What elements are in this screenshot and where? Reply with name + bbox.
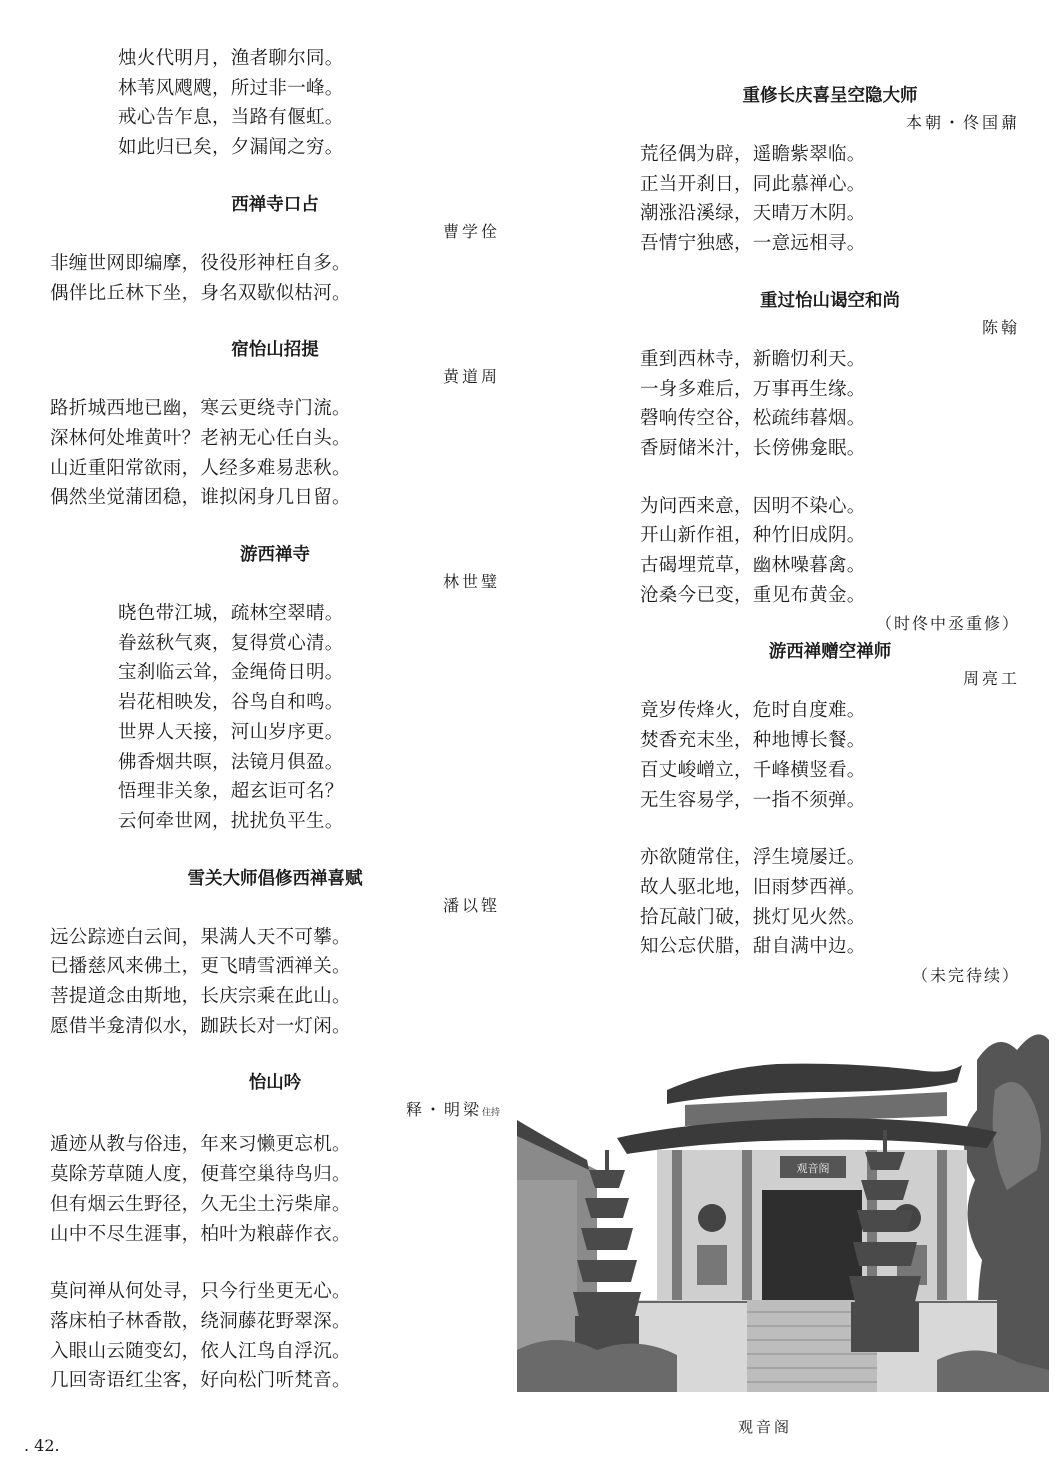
- poem-you-xichan-zeng: [640, 638, 1020, 990]
- poem-line: 故人驱北地，旧雨梦西禅。: [640, 876, 866, 898]
- poem-line: 烛火代明月，渔者聊尔同。: [118, 48, 344, 69]
- poem-title: 西禅寺口占: [231, 194, 319, 215]
- poem-line: 偶伴比丘林下坐，身名双歇似枯河。: [50, 282, 351, 304]
- poem-line: 知公忘伏腊，甜自满中边。: [640, 936, 866, 958]
- poem-xueguan: [50, 865, 500, 1042]
- poem-line: 佛香烟共暝，法镜月俱盈。: [118, 751, 344, 773]
- poem-line: 晓色带江城，疏林空翠晴。: [118, 603, 344, 625]
- poem-title: 游西禅寺: [240, 545, 310, 566]
- poem-author: 本朝・佟国鼐: [905, 113, 1020, 132]
- poem-line: 悟理非关象，超玄讵可名？: [118, 781, 344, 803]
- poem-author: 潘以铿: [442, 895, 500, 915]
- poem-line: 眷兹秋气爽，复得赏心清。: [118, 632, 344, 654]
- poem-line: 岩花相映发，谷鸟自和鸣。: [118, 692, 344, 714]
- poem-chongxiu-changqing: [640, 82, 1020, 259]
- author-note: 住持: [481, 1108, 500, 1119]
- poem-su-yishan: [50, 336, 500, 513]
- poem-xichan-kouzhan: [50, 191, 500, 308]
- poem-line: 沧桑今已变，重见布黄金。: [640, 584, 866, 606]
- poem-author: 曹学佺: [442, 221, 500, 241]
- poem-author: 周亮工: [962, 669, 1020, 689]
- poem-title: 游西禅赠空禅师: [768, 642, 892, 663]
- poem-line: 焚香充末坐，种地博长餐。: [640, 730, 866, 752]
- poem-line: 云何牵世网，扰扰负平生。: [118, 810, 344, 832]
- poem-line: 愿借半龛清似水，跏趺长对一灯闲。: [50, 1015, 351, 1037]
- poem-author: 黄道周: [442, 367, 500, 387]
- poem-line: 竟岁传烽火，危时自度难。: [640, 700, 866, 722]
- poem-line: 如此归已矣，夕漏闻之穷。: [118, 137, 344, 159]
- poem-line: 林苇风飕飕，所过非一峰。: [118, 77, 344, 99]
- poem-line: 入眼山云随变幻，依人江鸟自浮沉。: [50, 1340, 351, 1362]
- poem-title: 怡山吟: [248, 1073, 302, 1094]
- poem-line: 香厨储米汁，长傍佛龛眠。: [640, 437, 866, 459]
- poem-line: 山近重阳常欲雨，人经多难易悲秋。: [50, 457, 351, 479]
- author-name: 释・明梁: [405, 1100, 482, 1120]
- poem-chongguo-yishan: [640, 287, 1020, 639]
- plaque-text: 观音阁: [796, 1162, 830, 1175]
- poem-line: 深林何处堆黄叶？老衲无心任白头。: [50, 427, 351, 449]
- poem-line: 重到西林寺，新瞻忉利天。: [640, 348, 866, 370]
- poem-line: 吾情宁独感，一意远相寻。: [640, 233, 866, 255]
- poem-line: 远公踪迹白云间，果满人天不可攀。: [50, 926, 351, 948]
- poem-line: 荒径偶为辟，遥瞻紫翠临。: [640, 144, 866, 165]
- photo-caption: 观音阁: [738, 1418, 793, 1436]
- poem-title: 雪关大师倡修西禅喜赋: [187, 868, 363, 889]
- poem-line: 山中不尽生涯事，柏叶为粮薜作衣。: [50, 1223, 351, 1245]
- poem-line: 无生容易学，一指不须弹。: [640, 789, 866, 811]
- poem-line: 百丈峻嶒立，千峰横竖看。: [640, 759, 866, 781]
- poem-note: （时佟中丞重修）: [875, 614, 1020, 634]
- poem-line: 一身多难后，万事再生缘。: [640, 378, 866, 400]
- poem-line: 菩提道念由斯地，长庆宗乘在此山。: [50, 986, 351, 1008]
- poem-line: 遁迹从教与俗违，年来习懒更忘机。: [50, 1134, 351, 1156]
- poem-line: 路折城西地已幽，寒云更绕寺门流。: [50, 398, 351, 420]
- poem-author: 林世璧: [442, 572, 500, 592]
- poem-you-xichan: [50, 541, 500, 837]
- poem-continued: [50, 44, 500, 163]
- poem-line: 开山新作祖，种竹旧成阴。: [640, 525, 866, 547]
- poem-line: 为问西来意，因明不染心。: [640, 495, 866, 517]
- poem-line: 宝刹临云耸，金绳倚日明。: [118, 662, 344, 684]
- poem-author: [50, 1097, 500, 1126]
- poem-line: 已播慈风来佛土，更飞晴雪洒禅关。: [50, 956, 351, 978]
- right-column: [640, 82, 1020, 990]
- poem-title: 重修长庆喜呈空隐大师: [742, 86, 918, 106]
- poem-author: 陈翰: [981, 317, 1020, 337]
- poem-line: 戒心告乍息，当路有偃虹。: [118, 107, 344, 129]
- poem-line: 世界人天接，河山岁序更。: [118, 721, 344, 743]
- poem-line: 莫问禅从何处寻，只今行坐更无心。: [50, 1281, 351, 1303]
- poem-title: 宿怡山招提: [231, 340, 319, 361]
- poem-title: 重过怡山谒空和尚: [760, 290, 900, 311]
- poem-line: 潮涨沿溪绿，天晴万木阴。: [640, 203, 866, 225]
- guanyin-pavilion-photo: [517, 1020, 1049, 1392]
- poem-line: 几回寄语红尘客，好向松门听梵音。: [50, 1370, 351, 1392]
- poem-line: 古碣埋荒草，幽林噪暮禽。: [640, 555, 866, 577]
- poem-note: （未完待续）: [911, 966, 1020, 986]
- page-number: . 42.: [24, 1436, 60, 1455]
- poem-line: 偶然坐觉蒲团稳，谁拟闲身几日留。: [50, 487, 351, 509]
- left-column: [50, 44, 500, 1396]
- poem-line: 亦欲随常住，浮生境屡迁。: [640, 847, 866, 869]
- poem-line: 但有烟云生野径，久无尘土污柴扉。: [50, 1193, 351, 1215]
- poem-line: 莫除芳草随人度，便葺空巢待鸟归。: [50, 1164, 351, 1186]
- poem-line: 拾瓦敲门破，挑灯见火然。: [640, 906, 866, 928]
- poem-line: 磬响传空谷，松疏纬暮烟。: [640, 408, 866, 430]
- poem-yishan-yin: [50, 1069, 500, 1396]
- poem-line: 非缠世网即编摩，役役形神枉自多。: [50, 252, 351, 274]
- poem-line: 落床柏子林香散，绕洞藤花野翠深。: [50, 1310, 351, 1332]
- poem-line: 正当开刹日，同此慕禅心。: [640, 173, 866, 195]
